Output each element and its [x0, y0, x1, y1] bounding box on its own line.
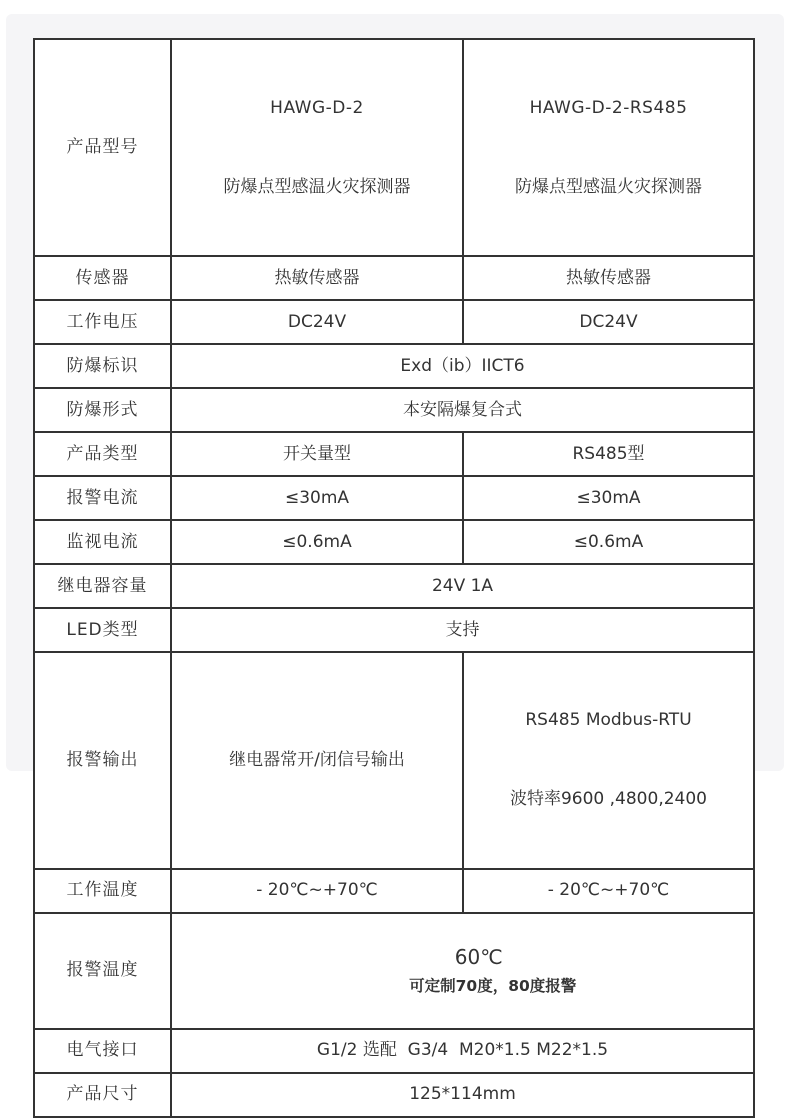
cell-exproof-form: 本安隔爆复合式 — [171, 388, 754, 432]
model-desc: 防爆点型感温火灾探测器 — [223, 176, 411, 197]
cell-product-size: 125*114mm — [171, 1073, 754, 1117]
cell-exproof-mark: Exd（ib）IICT6 — [171, 344, 754, 388]
cell-alarm-temp — [171, 913, 754, 1029]
cell-alarm-output-2 — [463, 652, 754, 869]
table-row — [34, 869, 754, 913]
row-label-alarm-output: 报警输出 — [34, 652, 171, 869]
table-row — [34, 608, 754, 652]
row-label-product-model: 产品型号 — [34, 39, 171, 256]
cell-relay-capacity: 24V 1A — [171, 564, 754, 608]
table-row — [34, 1073, 754, 1117]
table-row — [34, 344, 754, 388]
spec-table — [33, 38, 755, 1118]
row-label-electrical-interface: 电气接口 — [34, 1029, 171, 1073]
row-label-led-type: LED类型 — [34, 608, 171, 652]
table-row — [34, 476, 754, 520]
table-row — [34, 388, 754, 432]
row-label-exproof-mark: 防爆标识 — [34, 344, 171, 388]
model-desc: 防爆点型感温火灾探测器 — [515, 176, 702, 197]
cell-sensor-2: 热敏传感器 — [463, 256, 754, 300]
cell-working-temp-1: - 20℃~+70℃ — [171, 869, 463, 913]
row-label-working-voltage: 工作电压 — [34, 300, 171, 344]
cell-model-switch — [171, 39, 463, 256]
cell-alarm-current-2: ≤30mA — [463, 476, 754, 520]
cell-voltage-2: DC24V — [463, 300, 754, 344]
cell-type-2: RS485型 — [463, 432, 754, 476]
table-row — [34, 520, 754, 564]
row-label-working-temp: 工作温度 — [34, 869, 171, 913]
table-row — [34, 432, 754, 476]
row-label-product-type: 产品类型 — [34, 432, 171, 476]
alarm-temp-custom-note: 可定制70度，80度报警 — [409, 976, 577, 995]
cell-monitor-current-1: ≤0.6mA — [171, 520, 463, 564]
alarm-output-protocol: RS485 Modbus-RTU — [525, 710, 692, 731]
row-label-alarm-current: 报警电流 — [34, 476, 171, 520]
table-row — [34, 1029, 754, 1073]
cell-monitor-current-2: ≤0.6mA — [463, 520, 754, 564]
row-label-exproof-form: 防爆形式 — [34, 388, 171, 432]
cell-led-type: 支持 — [171, 608, 754, 652]
cell-electrical-interface: G1/2 选配 G3/4 M20*1.5 M22*1.5 — [171, 1029, 754, 1073]
cell-sensor-1: 热敏传感器 — [171, 256, 463, 300]
cell-working-temp-2: - 20℃~+70℃ — [463, 869, 754, 913]
table-row — [34, 564, 754, 608]
cell-alarm-output-1: 继电器常开/闭信号输出 — [171, 652, 463, 869]
model-name: HAWG-D-2-RS485 — [529, 97, 688, 118]
model-name: HAWG-D-2 — [270, 97, 364, 118]
row-label-monitor-current: 监视电流 — [34, 520, 171, 564]
cell-type-1: 开关量型 — [171, 432, 463, 476]
table-row — [34, 652, 754, 869]
row-label-product-size: 产品尺寸 — [34, 1073, 171, 1117]
cell-voltage-1: DC24V — [171, 300, 463, 344]
cell-alarm-current-1: ≤30mA — [171, 476, 463, 520]
table-row — [34, 39, 754, 256]
table-row — [34, 913, 754, 1029]
row-label-sensor: 传感器 — [34, 256, 171, 300]
table-row — [34, 256, 754, 300]
alarm-output-baudrate: 波特率9600 ,4800,2400 — [509, 789, 707, 810]
table-row — [34, 300, 754, 344]
cell-model-rs485 — [463, 39, 754, 256]
row-label-relay-capacity: 继电器容量 — [34, 564, 171, 608]
alarm-temp-value: 60℃ — [454, 944, 503, 969]
row-label-alarm-temp: 报警温度 — [34, 913, 171, 1029]
